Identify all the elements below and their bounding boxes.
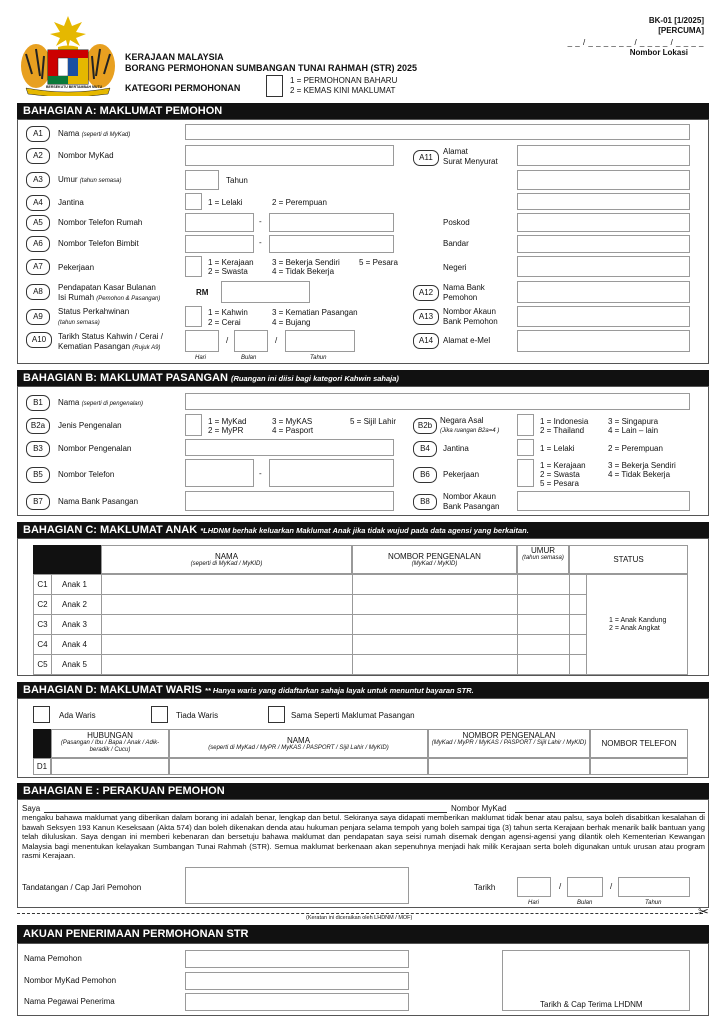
b2a-opt-3: 3 = MyKAS [272,417,313,426]
ack-mykad-label: Nombor MyKad Pemohon [24,976,117,985]
b2a-idtype-input[interactable] [185,414,202,436]
cut-line [17,913,703,914]
b1-label: Nama (seperti di pengenalan) [58,398,143,407]
category-box[interactable] [266,75,283,97]
child-id-input[interactable] [353,615,518,635]
a10-year-label: Tahun [310,355,327,361]
b7-bank-input[interactable] [185,491,394,511]
e-day-label: Hari [528,900,540,906]
a4-opt-1: 1 = Lelaki [208,198,243,207]
status-opt-2: 2 = Anak Angkat [609,625,660,632]
a9-opt-3: 3 = Kematian Pasangan [272,308,358,317]
category-label: KATEGORI PERMOHONAN [125,83,241,93]
a13-label: Nombor Akaun Bank Pemohon [443,307,498,326]
e-month-label: Bulan [577,900,593,906]
child-code: C3 [34,615,52,635]
b2b-opt-1: 1 = Indonesia [540,417,589,426]
a9-label: Status Perkahwinan (tahun semasa) [58,307,130,326]
b2b-code: B2b [413,418,437,434]
child-age-input[interactable] [518,615,570,635]
b2a-opt-1: 1 = MyKad [208,417,247,426]
e-day-input[interactable] [517,877,551,897]
a3-unit: Tahun [226,176,248,185]
section-d-title: BAHAGIAN D: MAKLUMAT WARIS ** Hanya waris yang didaftarkan sahaja layak untuk menuntut bayaran STR. [17,682,709,698]
b2a-label: Jenis Pengenalan [58,421,122,430]
a9-marital-input[interactable] [185,306,202,327]
a7-opt-4: 4 = Tidak Bekerja [272,267,335,276]
bandar-input[interactable] [517,235,690,253]
child-code: C2 [34,595,52,615]
a1-name-input[interactable] [185,124,690,140]
b3-label: Nombor Pengenalan [58,444,132,453]
b5-code: B5 [26,467,50,483]
a5-dash: - [259,217,262,226]
b4-code: B4 [413,441,437,457]
b7-code: B7 [26,494,50,510]
b2b-label: Negara Asal (Jika ruangan B2a=4 ) [440,416,500,434]
a14-email-input[interactable] [517,330,690,352]
a7-code: A7 [26,259,50,275]
b8-code: B8 [413,494,437,510]
sama-pasangan-label: Sama Seperti Maklumat Pasangan [291,711,415,720]
a9-opt-4: 4 = Bujang [272,318,311,327]
a4-label: Jantina [58,198,84,207]
a2-mykad-input[interactable] [185,145,394,166]
e-month-input[interactable] [567,877,603,897]
a10-day-label: Hari [195,355,207,361]
ack-mykad-input[interactable] [185,972,409,990]
poskod-label: Poskod [443,218,470,227]
b5-phone-prefix-input[interactable] [185,459,254,487]
a7-opt-3: 3 = Bekerja Sendiri [272,258,340,267]
b2b-opt-4: 4 = Lain – lain [608,426,659,435]
child-name-input[interactable] [102,655,353,675]
b6-opt-4: 4 = Tidak Bekerja [608,470,671,479]
child-row [34,575,587,595]
a6-phone-input[interactable] [269,235,394,253]
a4-opt-2: 2 = Perempuan [272,198,327,207]
b6-code: B6 [413,467,437,483]
a10-slash-1: / [226,336,229,345]
child-row [34,655,587,675]
heir-id-header: NOMBOR PENGENALAN (MyKad / MyPR / MyKAS / PASPORT / Sijil Lahir / MyKID) [428,729,590,758]
b1-name-input[interactable] [185,393,690,410]
a1-label: Nama (seperti di MyKad) [58,129,131,138]
a14-code: A14 [413,333,439,349]
b4-gender-input[interactable] [517,439,534,456]
bandar-label: Bandar [443,239,469,248]
a6-dash: - [259,238,262,247]
ack-officer-label: Nama Pegawai Penerima [24,997,115,1006]
a10-year-input[interactable] [285,330,355,352]
child-label: Anak 1 [52,575,102,595]
child-age-input[interactable] [518,595,570,615]
negeri-input[interactable] [517,256,690,277]
child-label: Anak 2 [52,595,102,615]
a2-code: A2 [26,148,50,164]
a9-opt-1: 1 = Kahwin [208,308,248,317]
a7-opt-2: 2 = Swasta [208,267,248,276]
a7-opt-1: 1 = Kerajaan [208,258,254,267]
category-opt-2: 2 = KEMAS KINI MAKLUMAT [290,86,396,95]
b5-dash: - [259,469,262,478]
a11-address-input-1[interactable] [517,145,690,166]
child-name-input[interactable] [102,595,353,615]
child-status-input[interactable] [570,575,587,595]
a1-code: A1 [26,126,50,142]
b4-opt-1: 1 = Lelaki [540,444,575,453]
child-id-input[interactable] [353,595,518,615]
a6-code: A6 [26,236,50,252]
status-opt-1: 1 = Anak Kandung [609,617,667,624]
a10-day-input[interactable] [185,330,219,352]
form-code: BK-01 [1/2025] [648,16,704,25]
child-name-input[interactable] [102,575,353,595]
category-opt-1: 1 = PERMOHONAN BAHARU [290,76,398,85]
b2a-opt-4: 4 = Pasport [272,426,314,435]
child-row [34,635,587,655]
a3-label: Umur (tahun semasa) [58,175,122,184]
a3-code: A3 [26,172,50,188]
a6-label: Nombor Telefon Bimbit [58,239,139,248]
b2a-opt-5: 5 = Sijil Lahir [350,417,397,426]
a8-label: Pendapatan Kasar Bulanan Isi Rumah (Pemohon & Pasangan) [58,283,161,302]
tiada-waris-checkbox[interactable] [151,706,168,723]
section-a-title: BAHAGIAN A: MAKLUMAT PEMOHON [17,103,709,119]
child-id-input[interactable] [353,635,518,655]
heir-relationship-header: HUBUNGAN (Pasangan / Ibu / Bapa / Anak / Adik-beradik / Cucu) [51,729,169,758]
a6-phone-prefix-input[interactable] [185,235,254,253]
a10-month-label: Bulan [241,355,257,361]
saya-label: Saya [22,804,41,813]
mykad-label: Nombor MyKad [451,804,507,813]
a5-code: A5 [26,215,50,231]
child-age-input[interactable] [518,635,570,655]
child-name-input[interactable] [102,635,353,655]
b2a-opt-2: 2 = MyPR [208,426,244,435]
a13-code: A13 [413,309,439,325]
section-e-title: BAHAGIAN E : PERAKUAN PEMOHON [17,783,709,799]
a11-address-input-3[interactable] [517,193,690,210]
a11-code: A11 [413,150,439,166]
a7-opt-5: 5 = Pesara [359,258,398,267]
heir-name-header: NAMA (seperti di MyKad / MyPR / MyKAS / PASPORT / Sijil Lahir / MyKID) [169,729,428,758]
b6-opt-5: 5 = Pesara [540,479,579,488]
a14-label: Alamat e-Mel [443,336,491,345]
b2b-country-input[interactable] [517,414,534,436]
negeri-label: Negeri [443,263,467,272]
ack-title: AKUAN PENERIMAAN PERMOHONAN STR [17,925,709,943]
ack-officer-input[interactable] [185,993,409,1011]
b2a-code: B2a [26,418,50,434]
heir-relationship-input[interactable] [51,758,169,775]
a9-code: A9 [26,309,50,325]
ada-waris-label: Ada Waris [59,711,96,720]
a7-label: Pekerjaan [58,263,95,272]
child-id-input[interactable] [353,575,518,595]
child-label: Anak 3 [52,615,102,635]
ada-waris-checkbox[interactable] [33,706,50,723]
child-label: Anak 4 [52,635,102,655]
b6-occupation-input[interactable] [517,459,534,487]
child-code: C4 [34,635,52,655]
b2b-opt-2: 2 = Thailand [540,426,585,435]
form-title: BORANG PERMOHONAN SUMBANGAN TUNAI RAHMAH (STR) 2025 [125,63,418,73]
b5-label: Nombor Telefon [58,470,115,479]
child-name-input[interactable] [102,615,353,635]
signature-label: Tandatangan / Cap Jari Pemohon [22,883,142,892]
b4-opt-2: 2 = Perempuan [608,444,663,453]
b8-label: Nombor Akaun Bank Pasangan [443,492,500,511]
heir-phone-header: NOMBOR TELEFON [590,729,688,758]
coat-of-arms-logo [18,14,118,96]
b6-opt-1: 1 = Kerajaan [540,461,586,470]
sama-pasangan-checkbox[interactable] [268,706,285,723]
b3-id-input[interactable] [185,439,394,456]
col-name-header: NAMA (seperti di MyKad / MyKID) [101,545,352,574]
a2-label: Nombor MyKad [58,151,114,160]
child-status-input[interactable] [570,615,587,635]
heir-name-input[interactable] [169,758,428,775]
child-label: Anak 5 [52,655,102,675]
b8-account-input[interactable] [517,491,690,511]
child-row [34,615,587,635]
a10-label: Tarikh Status Kahwin / Cerai / Kematian Pasangan (Rujuk A9) [58,332,163,351]
a7-occupation-input[interactable] [185,256,202,277]
ack-name-label: Nama Pemohon [24,954,82,963]
ack-name-input[interactable] [185,950,409,968]
a8-currency: RM [196,288,209,297]
col-id-header: NOMBOR PENGENALAN (MyKad / MyKID) [352,545,517,574]
cut-note: (Keratan ini diceraikan oleh LHDNM / MOF) [306,915,413,921]
b6-opt-3: 3 = Bekerja Sendiri [608,461,676,470]
child-status-input[interactable] [570,595,587,615]
a9-opt-2: 2 = Cerai [208,318,241,327]
location-number-field[interactable]: _ _ / _ _ _ _ _ _ / _ _ _ _ / _ _ _ _ [567,38,704,47]
a13-account-input[interactable] [517,306,690,327]
b5-phone-input[interactable] [269,459,394,487]
b4-label: Jantina [443,444,469,453]
children-rows [33,574,587,675]
child-code: C1 [34,575,52,595]
a12-bank-input[interactable] [517,281,690,303]
b2b-opt-3: 3 = Singapura [608,417,659,426]
poskod-input[interactable] [517,213,690,232]
ack-stamp-label: Tarikh & Cap Terima LHDNM [540,1000,643,1009]
a8-income-input[interactable] [221,281,310,303]
e-year-input[interactable] [618,877,690,897]
a5-phone-input[interactable] [269,213,394,232]
heir-phone-input[interactable] [590,758,688,775]
location-label: Nombor Lokasi [629,48,688,57]
heir-id-input[interactable] [428,758,590,775]
child-row [34,595,587,615]
a10-slash-2: / [275,336,278,345]
a12-code: A12 [413,285,439,301]
heir-row-code: D1 [33,758,51,775]
a4-code: A4 [26,195,50,211]
a10-code: A10 [26,332,52,348]
declaration-text: mengaku bahawa maklumat yang diberikan dalam borang ini adalah benar, lengkap dan betul. Sekiranya saya didapati memberikan maklumat tidak benar atau palsu, saya boleh disabitkan kesalahan di bawah Seksyen 193 Kanun Keseksaan (Akta 574) dan boleh dikenakan denda atau hukuman penjara selama tempoh yang boleh sampai tiga (3) tahun serta Kerajaan berhak menarik balik bantuan yang telah diluluskan. Saya dengan ini memberi kebenaran dan bersetuju bahawa maklumat dan pendapatan saya seisi rumah disemak dengan agensi-agensi yang dilantik oleh Kementerian Kewangan Malaysia bagi menentukan kelayakan Sumbangan Tunai Rahmah (STR). Semua maklumat berkenaan akan sepenuhnya menjadi hak milik Kerajaan serta boleh digunakan untuk urusan atau program rasmi Kerajaan. [22,813,705,861]
b3-code: B3 [26,441,50,457]
a5-phone-prefix-input[interactable] [185,213,254,232]
col-age-header: UMUR (tahun semasa) [517,545,569,574]
a3-age-input[interactable] [185,170,219,190]
a5-label: Nombor Telefon Rumah [58,218,143,227]
child-status-input[interactable] [570,655,587,675]
a11-label: Alamat Surat Menyurat [443,147,498,166]
b6-opt-2: 2 = Swasta [540,470,580,479]
section-b-title: BAHAGIAN B: MAKLUMAT PASANGAN (Ruangan ini diisi bagi kategori Kahwin sahaja) [17,370,709,386]
child-id-input[interactable] [353,655,518,675]
logo-motto: BERSEKUTU BERTAMBAH MUTU [46,85,103,89]
tarikh-label: Tarikh [474,883,496,892]
section-c-title: BAHAGIAN C: MAKLUMAT ANAK *LHDNM berhak keluarkan Maklumat Anak jika tidak wujud pada data agensi yang berkaitan. [17,522,709,538]
b7-label: Nama Bank Pasangan [58,497,139,506]
a12-label: Nama Bank Pemohon [443,283,485,302]
a11-address-input-2[interactable] [517,170,690,190]
e-slash-2: / [610,882,613,891]
b1-code: B1 [26,395,50,411]
a4-gender-input[interactable] [185,193,202,210]
signature-box[interactable] [185,867,409,904]
scissors-icon: ✂ [698,904,709,919]
e-slash-1: / [559,882,562,891]
a10-month-input[interactable] [234,330,268,352]
child-age-input[interactable] [518,575,570,595]
tiada-waris-label: Tiada Waris [176,711,219,720]
e-year-label: Tahun [645,900,662,906]
org-name: KERAJAAN MALAYSIA [125,52,224,62]
free-label: [PERCUMA] [658,26,704,35]
a8-code: A8 [26,284,50,300]
col-status-header: STATUS [569,545,688,574]
child-status-input[interactable] [570,635,587,655]
child-age-input[interactable] [518,655,570,675]
child-code: C5 [34,655,52,675]
b6-label: Pekerjaan [443,470,480,479]
